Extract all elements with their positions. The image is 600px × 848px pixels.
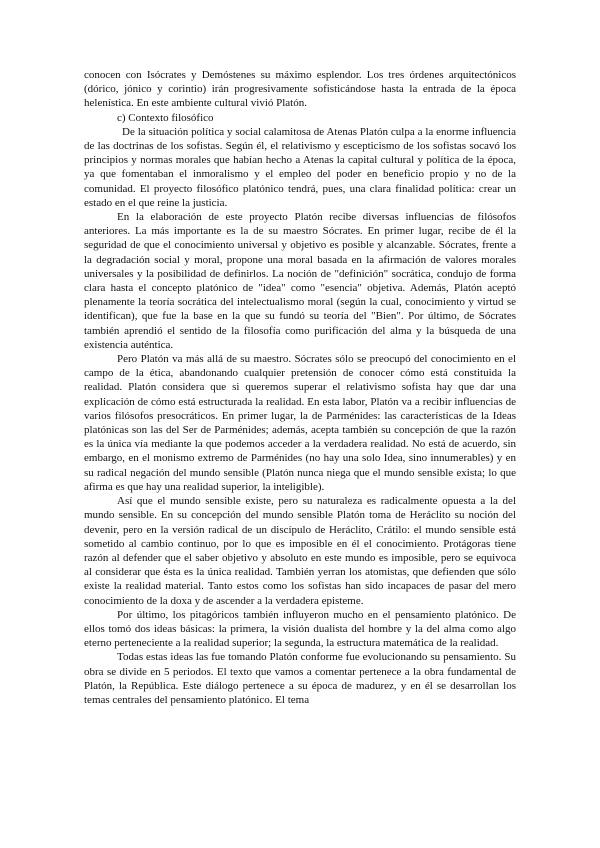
opening-paragraph: conocen con Isócrates y Demóstenes su máximo esplendor. Los tres órdenes arquitectónicos (dórico, jónico y corintio) irán progresivamente sofisticándose hasta la entrada de la época helenística. En este ambiente cultural vivió Platón. — [84, 69, 516, 110]
paragraph-socrates: En la elaboración de este proyecto Platón recibe diversas influencias de filósofos anteriores. La más importante es la de su maestro Sócrates. En primer lugar, recibe de él la seguridad de que el conocimiento universal y objetivo es posible y alcanzable. Sócrates, frente a la degradación social y moral, propone una moral basada en la afirmación de valores morales universales y la posibilidad de definirlos. La noción de "definición" socrática, condujo de forma clara hasta el concepto platónico de "idea" como "esencia" objetiva. Además, Platón aceptó plenamente la teoría socrática del intelectualismo moral (según la cual, conocimiento y virtud se identifican), que fue la base en la que su fundó su teoría del "Bien". Por último, de Sócrates también aprendió el sentido de la filosofía como purificación del alma y la búsqueda de una existencia auténtica. — [84, 211, 516, 351]
paragraph-parmenides: Pero Platón va más allá de su maestro. Sócrates sólo se preocupó del conocimiento en el campo de la ética, abandonando cualquier pretensión de conocer cómo está constituida la realidad. Platón considera que si queremos superar el relativismo sofista hay que dar una explicación de cómo está estructurada la realidad. En esta labor, Platón va a recibir influencias de varios filósofos presocráticos. En primer lugar, la de Parménides: las características de la Ideas platónicas son las del Ser de Parménides; además, acepta también su concepción de que la razón es la única vía mediante la que podemos acceder a la verdadera realidad. No está de acuerdo, sin embargo, en el monismo extremo de Parménides (no hay una solo Idea, sino innumerables) y en su radical negación del mundo sensible (Platón nunca niega que el mundo sensible exista; lo que afirma es que hay una realidad superior, la inteligible). — [84, 353, 516, 493]
section-heading: c) Contexto filosófico — [117, 111, 214, 124]
paragraph-sophists: De la situación política y social calamitosa de Atenas Platón culpa a la enorme influencia de las doctrinas de los sofistas. Según él, el relativismo y escepticismo de los sofistas socavó los principios y normas morales que habían hecho a Atenas la capital cultural y política de la época, ya que fomentaban el inmoralismo y el empleo del poder en beneficio propio y no de la comunidad. El proyecto filosófico platónico tendrá, pues, una clara finalidad política: crear un estado en el que reine la justicia. — [84, 125, 516, 209]
paragraph-heraclitus: Así que el mundo sensible existe, pero su naturaleza es radicalmente opuesta a la del mundo sensible. En su concepción del mundo sensible Platón toma de Heráclito su noción del devenir, pero en la versión radical de un discípulo de Heráclito, Crátilo: el mundo sensible está sometido al cambio continuo, por lo que es imposible en él el conocimiento. Protágoras tiene razón al defender que el saber objetivo y absoluto en este mundo es imposible, pero se equivoca al considerar que ésta es la única realidad. También yerran los atomistas, que defienden que sólo existe la realidad material. Tanto estos como los sofistas han sido incapaces de pasar del mero conocimiento de la doxa y de ascender a la verdadera episteme. — [84, 495, 516, 607]
document-page — [84, 68, 516, 707]
paragraph-republic: Todas estas ideas las fue tomando Platón conforme fue evolucionando su pensamiento. Su obra se divide en 5 periodos. El texto que vamos a comentar pertenece a la obra fundamental de Platón, la República. Este diálogo pertenece a su época de madurez, y en él se desarrollan los temas centrales del pensamiento platónico. El tema — [84, 651, 516, 706]
paragraph-pythagoreans: Por último, los pitagóricos también influyeron mucho en el pensamiento platónico. De ellos tomó dos ideas básicas: la primera, la visión dualista del hombre y la del alma como algo eterno perteneciente a la realidad superior; la segunda, la estructura matemática de la realidad. — [84, 608, 516, 650]
